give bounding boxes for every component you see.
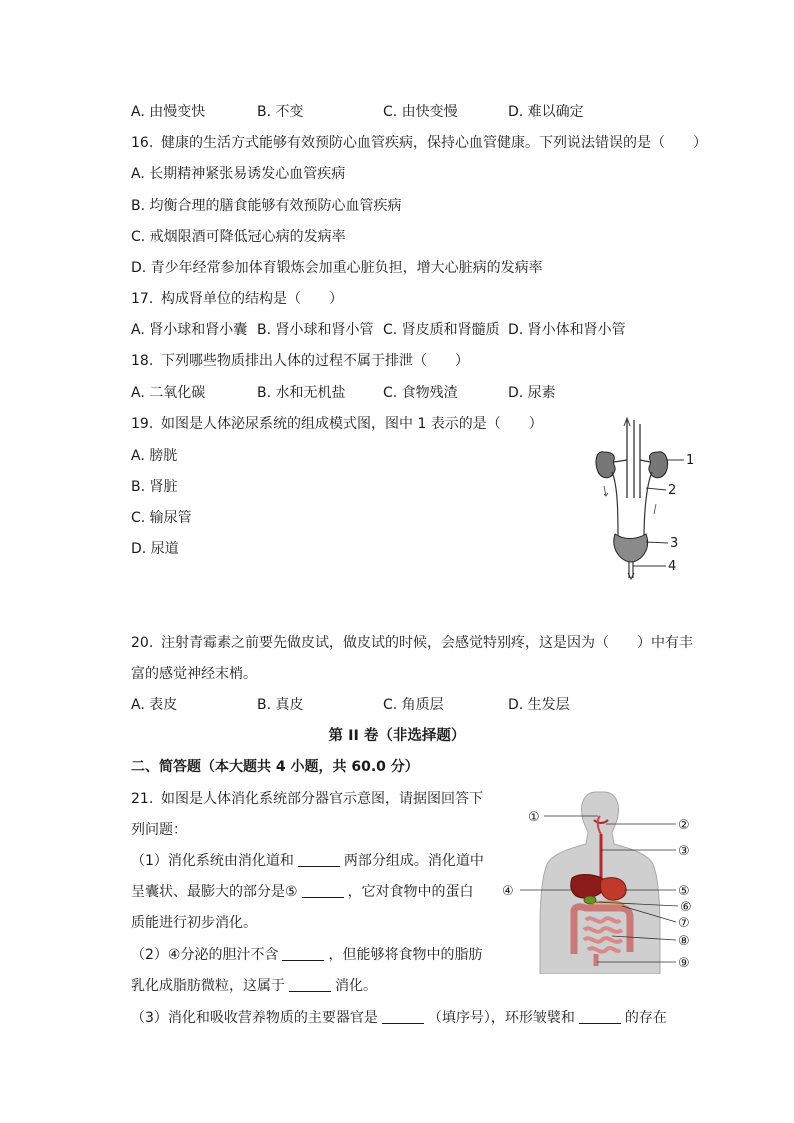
q19-option-a: A. 膀胱	[131, 448, 178, 464]
urinary-label-2: 2	[668, 483, 677, 498]
q17-stem-line	[131, 289, 343, 309]
q16-stem-line	[131, 133, 707, 153]
urinary-label-4: 4	[668, 559, 677, 574]
section-title: 第 II 卷（非选择题）	[328, 728, 466, 744]
urinary-label-1: 1	[686, 453, 695, 468]
q21-stem-1: 如图是人体消化系统部分器官示意图，请据图回答下	[161, 791, 483, 807]
digestive-label-4: ④	[502, 884, 514, 899]
q21-stem-line1	[131, 789, 483, 809]
digestive-system-figure	[500, 790, 700, 974]
q15-option-c: C. 由快变慢	[383, 104, 458, 120]
q19-option-d: D. 尿道	[131, 541, 179, 557]
q17-stem: 构成肾单位的结构是（ ）	[161, 291, 343, 307]
q19-number: 19.	[131, 416, 154, 432]
q20-stem-1: 注射青霉素之前要先做皮试，做皮试的时候，会感觉特别疼，这是因为（ ）中有丰	[161, 635, 693, 651]
stomach-shape	[601, 878, 627, 900]
q17-number: 17.	[131, 291, 154, 307]
bladder-shape	[614, 534, 648, 562]
q21-part3-line1	[131, 1008, 667, 1028]
q18-option-d: D. 尿素	[508, 385, 556, 401]
q19-stem-line	[131, 414, 543, 434]
right-ureter	[644, 472, 652, 538]
q21-p1-text-b: 两部分组成。消化道中	[343, 853, 484, 869]
q21-p3-text-b: （填序号），环形皱襞和	[427, 1010, 575, 1026]
q16-stem: 健康的生活方式能够有效预防心血管疾病，保持心血管健康。下列说法错误的是（ ）	[161, 135, 707, 151]
q17-option-d: D. 肾小体和肾小管	[508, 322, 626, 338]
q20-stem-line2: 富的感觉神经末梢。	[131, 666, 257, 682]
q20-stem-line1	[131, 633, 693, 653]
q15-option-d: D. 难以确定	[508, 104, 584, 120]
digestive-label-7: ⑦	[678, 916, 690, 931]
urinary-system-figure	[588, 416, 704, 582]
digestive-label-8: ⑧	[678, 934, 690, 949]
q21-p1-text-c: 呈囊状、最膨大的部分是⑤	[131, 884, 298, 900]
q18-option-c: C. 食物残渣	[383, 385, 458, 401]
digestive-label-1: ①	[528, 810, 540, 825]
answer-blank-5[interactable]	[382, 1009, 424, 1024]
q21-p2-text-c: 乳化成脂肪微粒，这属于	[131, 978, 285, 994]
q20-option-d: D. 生发层	[508, 697, 570, 713]
q21-number: 21.	[131, 791, 154, 807]
q15-option-a: A. 由慢变快	[131, 104, 206, 120]
q17-option-a: A. 肾小球和肾小囊	[131, 322, 248, 338]
digestive-label-2: ②	[678, 818, 690, 833]
answer-blank-1[interactable]	[298, 852, 340, 867]
digestive-label-5: ⑤	[678, 884, 690, 899]
q21-part1-line3: 质能进行初步消化。	[131, 915, 257, 931]
q18-stem: 下列哪些物质排出人体的过程不属于排泄（ ）	[161, 353, 469, 369]
q17-option-b: B. 肾小球和肾小管	[257, 322, 374, 338]
q21-part1-line2	[131, 882, 474, 902]
q16-option-a: A. 长期精神紧张易诱发心血管疾病	[131, 166, 346, 182]
q19-stem: 如图是人体泌尿系统的组成模式图，图中 1 表示的是（ ）	[161, 416, 543, 432]
q21-p1-text-d: ，它对食物中的蛋白	[347, 884, 474, 900]
q16-option-b: B. 均衡合理的膳食能够有效预防心血管疾病	[131, 198, 402, 214]
q21-part2-line1	[131, 945, 482, 965]
q18-stem-line	[131, 351, 469, 371]
q19-option-b: B. 肾脏	[131, 479, 178, 495]
digestive-label-9: ⑨	[678, 956, 690, 971]
digestive-label-3: ③	[678, 844, 690, 859]
q19-option-c: C. 输尿管	[131, 510, 192, 526]
q20-option-c: C. 角质层	[383, 697, 444, 713]
q18-option-a: A. 二氧化碳	[131, 385, 206, 401]
q20-option-a: A. 表皮	[131, 697, 178, 713]
q18-number: 18.	[131, 353, 154, 369]
q20-option-b: B. 真皮	[257, 697, 304, 713]
left-ureter	[612, 472, 618, 538]
q20-number: 20.	[131, 635, 154, 651]
urinary-label-3: 3	[670, 536, 679, 551]
answer-blank-2[interactable]	[302, 883, 344, 898]
q16-option-c: C. 戒烟限酒可降低冠心病的发病率	[131, 229, 346, 245]
q17-option-c: C. 肾皮质和肾髓质	[383, 322, 500, 338]
q21-p3-text-c: 的存在	[624, 1010, 667, 1026]
q21-p1-text-a: （1）消化系统由消化道和	[131, 853, 294, 869]
answer-blank-6[interactable]	[579, 1009, 621, 1024]
digestive-label-6: ⑥	[680, 900, 692, 915]
q21-p2-text-b: ，但能够将食物中的脂肪	[328, 947, 483, 963]
q21-p2-text-a: （2）④分泌的胆汁不含	[131, 947, 279, 963]
q21-part1-line1	[131, 851, 484, 871]
section-part-heading: 二、简答题（本大题共 4 小题，共 60.0 分）	[131, 759, 419, 775]
q21-p3-text-a: （3）消化和吸收营养物质的主要器官是	[131, 1010, 378, 1026]
q18-option-b: B. 水和无机盐	[257, 385, 346, 401]
q21-part2-line2	[131, 976, 377, 996]
answer-blank-4[interactable]	[289, 977, 331, 992]
q16-option-d: D. 青少年经常参加体育锻炼会加重心脏负担，增大心脏病的发病率	[131, 260, 543, 276]
q21-stem-line2: 列问题：	[131, 822, 187, 838]
q16-number: 16.	[131, 135, 154, 151]
q15-option-b: B. 不变	[257, 104, 304, 120]
answer-blank-3[interactable]	[282, 946, 324, 961]
q21-p2-text-d: 消化。	[335, 978, 377, 994]
